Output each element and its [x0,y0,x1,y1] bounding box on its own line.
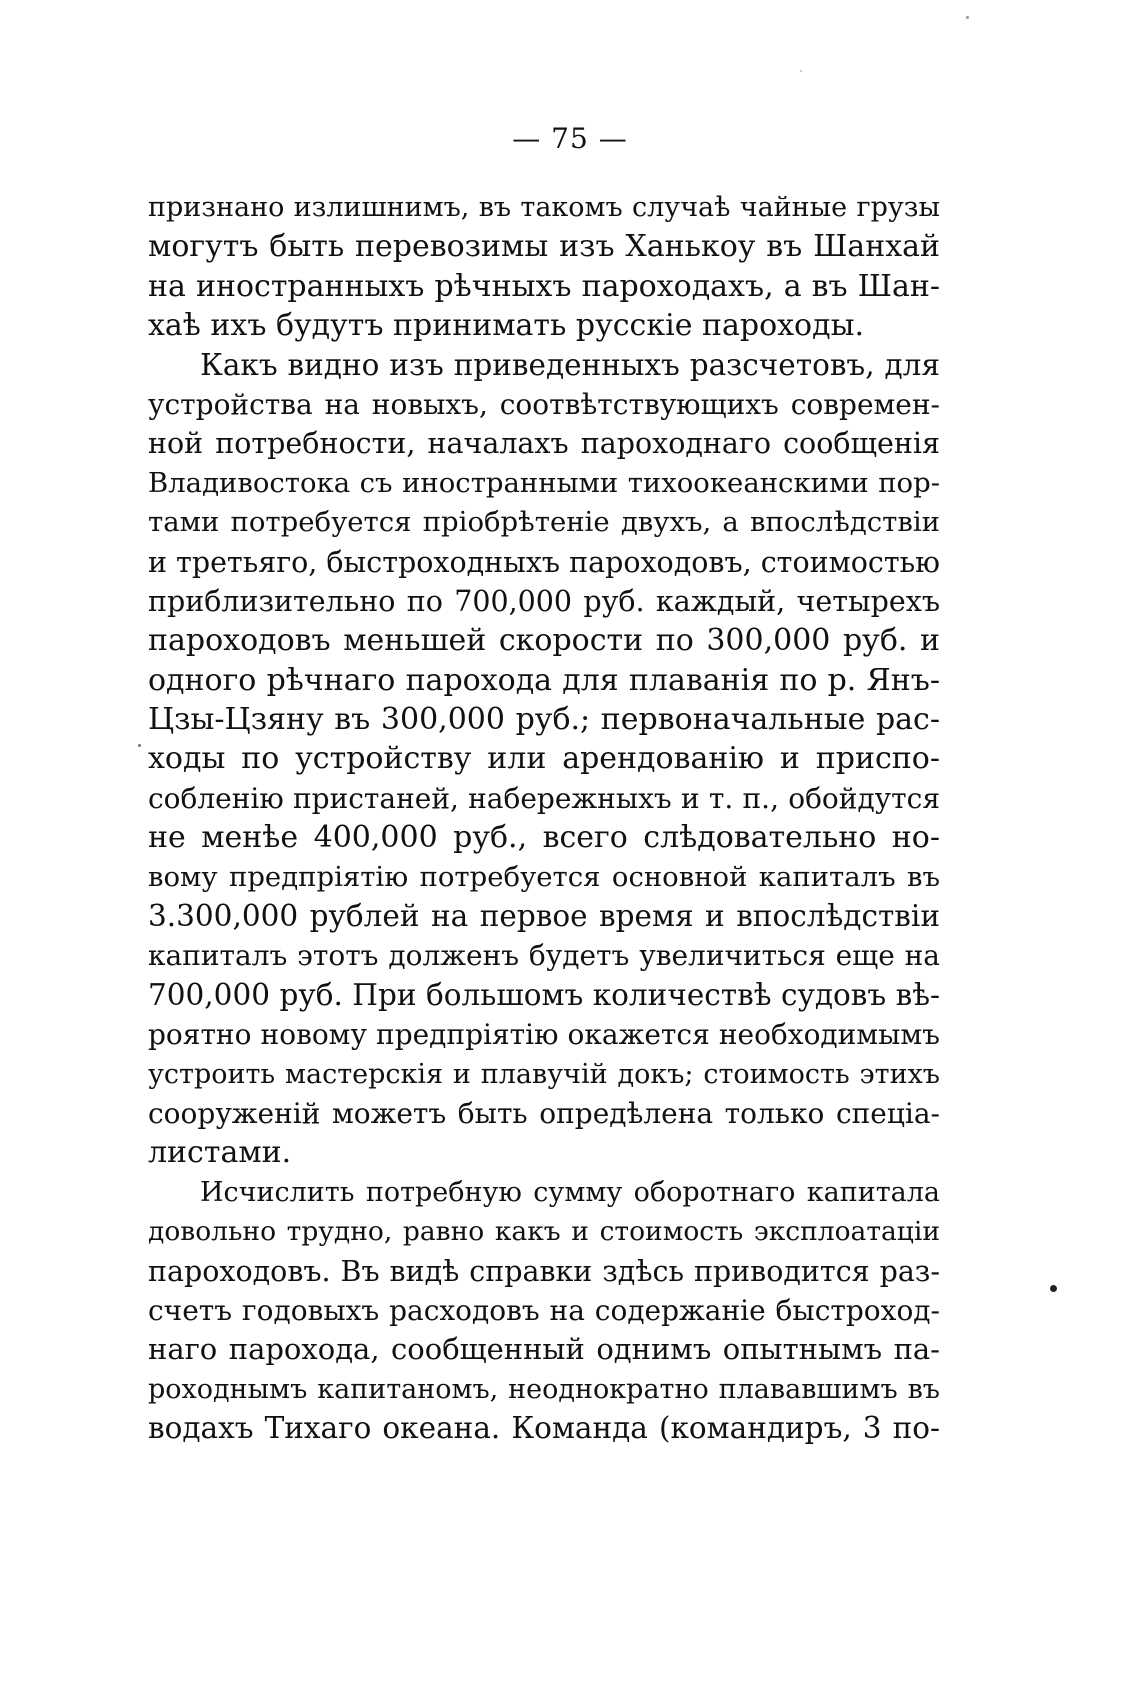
text-line: роходнымъ капитаномъ, неоднократно плававшимъ въ [148,1373,940,1405]
text-line: довольно трудно, равно какъ и стоимость эксплоатаціи [148,1216,940,1248]
text-line: приблизительно по 700,000 руб. каждый, четырехъ [148,584,940,618]
text-line: капиталъ этотъ долженъ будетъ увеличиться еще на [148,939,940,973]
text-line: 3.300,000 рублей на первое время и впослѣдствіи [148,899,940,934]
ink-speck [138,744,141,747]
text-line: наго парохода, сообщенный однимъ опытнымъ па- [148,1332,940,1367]
ink-speck [1050,1285,1057,1292]
text-line: Владивостока съ иностранными тихоокеанскими пор- [148,466,940,499]
paragraph-2 [148,346,940,1173]
text-line: тами потребуется пріобрѣтеніе двухъ, а впослѣдствіи [148,506,940,539]
page-number: — 75 — [512,122,628,155]
text-line: сооруженій можетъ быть опредѣлена только спеціа- [148,1096,940,1130]
text-line: устроить мастерскія и плавучій докъ; стоимость этихъ [148,1058,940,1090]
text-line: собленію пристаней, набережныхъ и т. п., обойдутся [148,781,940,815]
text-line: вому предпріятію потребуется основной капиталъ въ [148,860,940,893]
text-line: могутъ быть перевозимы изъ Ханькоу въ Шанхай [148,229,940,265]
text-line: Цзы-Цзяну въ 300,000 руб.; первоначальные рас- [148,702,940,738]
ink-speck [966,16,969,19]
text-line: на иностранныхъ рѣчныхъ пароходахъ, а въ Шан- [148,268,940,304]
text-line: Какъ видно изъ приведенныхъ разсчетовъ, для [200,347,940,382]
text-line: Исчислить потребную сумму оборотнаго капитала [200,1176,940,1208]
text-line: водахъ Тихаго океана. Команда (командиръ, 3 по- [148,1411,940,1446]
text-line: одного рѣчнаго парохода для плаванія по р. Янъ- [148,662,940,698]
text-line: пароходовъ. Въ видѣ справки здѣсь приводится раз- [148,1254,940,1288]
text-line: устройства на новыхъ, соотвѣтствующихъ современ- [148,387,940,421]
paragraph-1 [148,188,940,346]
text-line: 700,000 руб. При большомъ количествѣ судовъ вѣ- [148,977,940,1012]
text-line: не менѣе 400,000 руб., всего слѣдовательно но- [148,820,940,856]
text-line: ходы по устройству или арендованію и приспо- [148,741,940,777]
text-column [148,188,940,1449]
text-line: счетъ годовыхъ расходовъ на содержаніе быстроход- [148,1293,940,1327]
text-line: ной потребности, началахъ пароходнаго сообщенія [148,427,940,461]
text-line: хаѣ ихъ будутъ принимать русскіе пароходы. [148,308,865,344]
text-line: пароходовъ меньшей скорости по 300,000 руб. и [148,623,940,659]
paragraph-3 [148,1173,940,1449]
text-line: признано излишнимъ, въ такомъ случаѣ чайные грузы [148,192,940,223]
text-line: роятно новому предпріятію окажется необходимымъ [148,1018,940,1052]
text-line: листами. [148,1135,292,1171]
text-line: и третьяго, быстроходныхъ пароходовъ, стоимостью [148,545,940,579]
ink-speck [800,70,802,72]
